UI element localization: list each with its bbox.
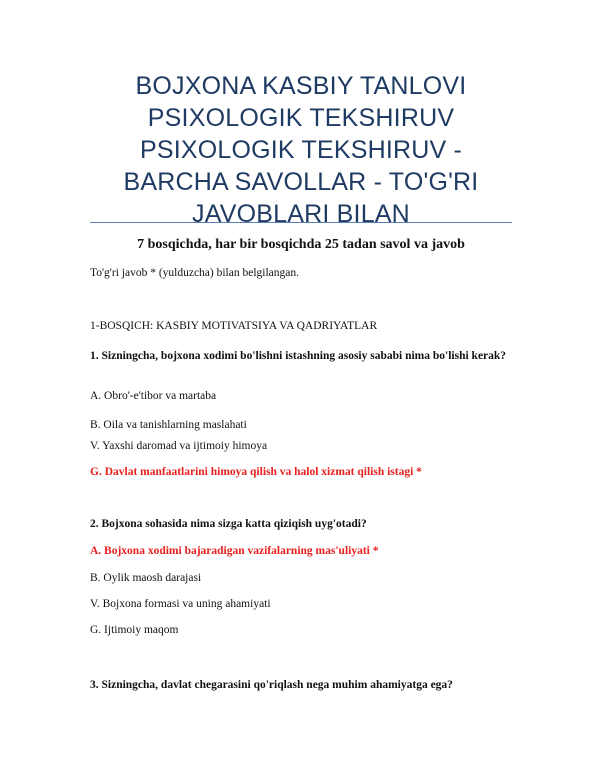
section-title: 1-BOSQICH: KASBIY MOTIVATSIYA VA QADRIYATLAR [90,320,378,332]
title-divider [90,222,512,223]
question-1-option-a: A. Obro'-e'tibor va martaba [90,390,217,402]
intro-note: To'g'ri javob * (yulduzcha) bilan belgilangan. [90,267,299,279]
question-1-text: 1. Sizningcha, bojxona xodimi bo'lishni istashning asosiy sababi nima bo'lishi kerak? [90,350,507,362]
document-title: BOJXONA KASBIY TANLOVI PSIXOLOGIK TEKSHIRUV PSIXOLOGIK TEKSHIRUV - BARCHA SAVOLLAR - TO'G'RI JAVOBLARI BILAN [123,72,479,228]
question-2-option-b: B. Oylik maosh darajasi [90,572,202,584]
question-1-option-g-correct: G. Davlat manfaatlarini himoya qilish va halol xizmat qilish istagi * [90,466,422,478]
question-2-option-v: V. Bojxona formasi va uning ahamiyati [90,598,271,610]
question-2-text: 2. Bojxona sohasida nima sizga katta qiziqish uyg'otadi? [90,518,367,530]
question-2-option-a-correct: A. Bojxona xodimi bajaradigan vazifalarning mas'uliyati * [90,545,379,557]
question-3-text: 3. Sizningcha, davlat chegarasini qo'riqlash nega muhim ahamiyatga ega? [90,679,453,691]
document-subtitle: 7 bosqichda, har bir bosqichda 25 tadan savol va javob [137,237,465,252]
question-1-option-v: V. Yaxshi daromad va ijtimoiy himoya [90,440,268,452]
question-2-option-g: G. Ijtimoiy maqom [90,624,179,636]
question-1-option-b: B. Oila va tanishlarning maslahati [90,419,247,431]
